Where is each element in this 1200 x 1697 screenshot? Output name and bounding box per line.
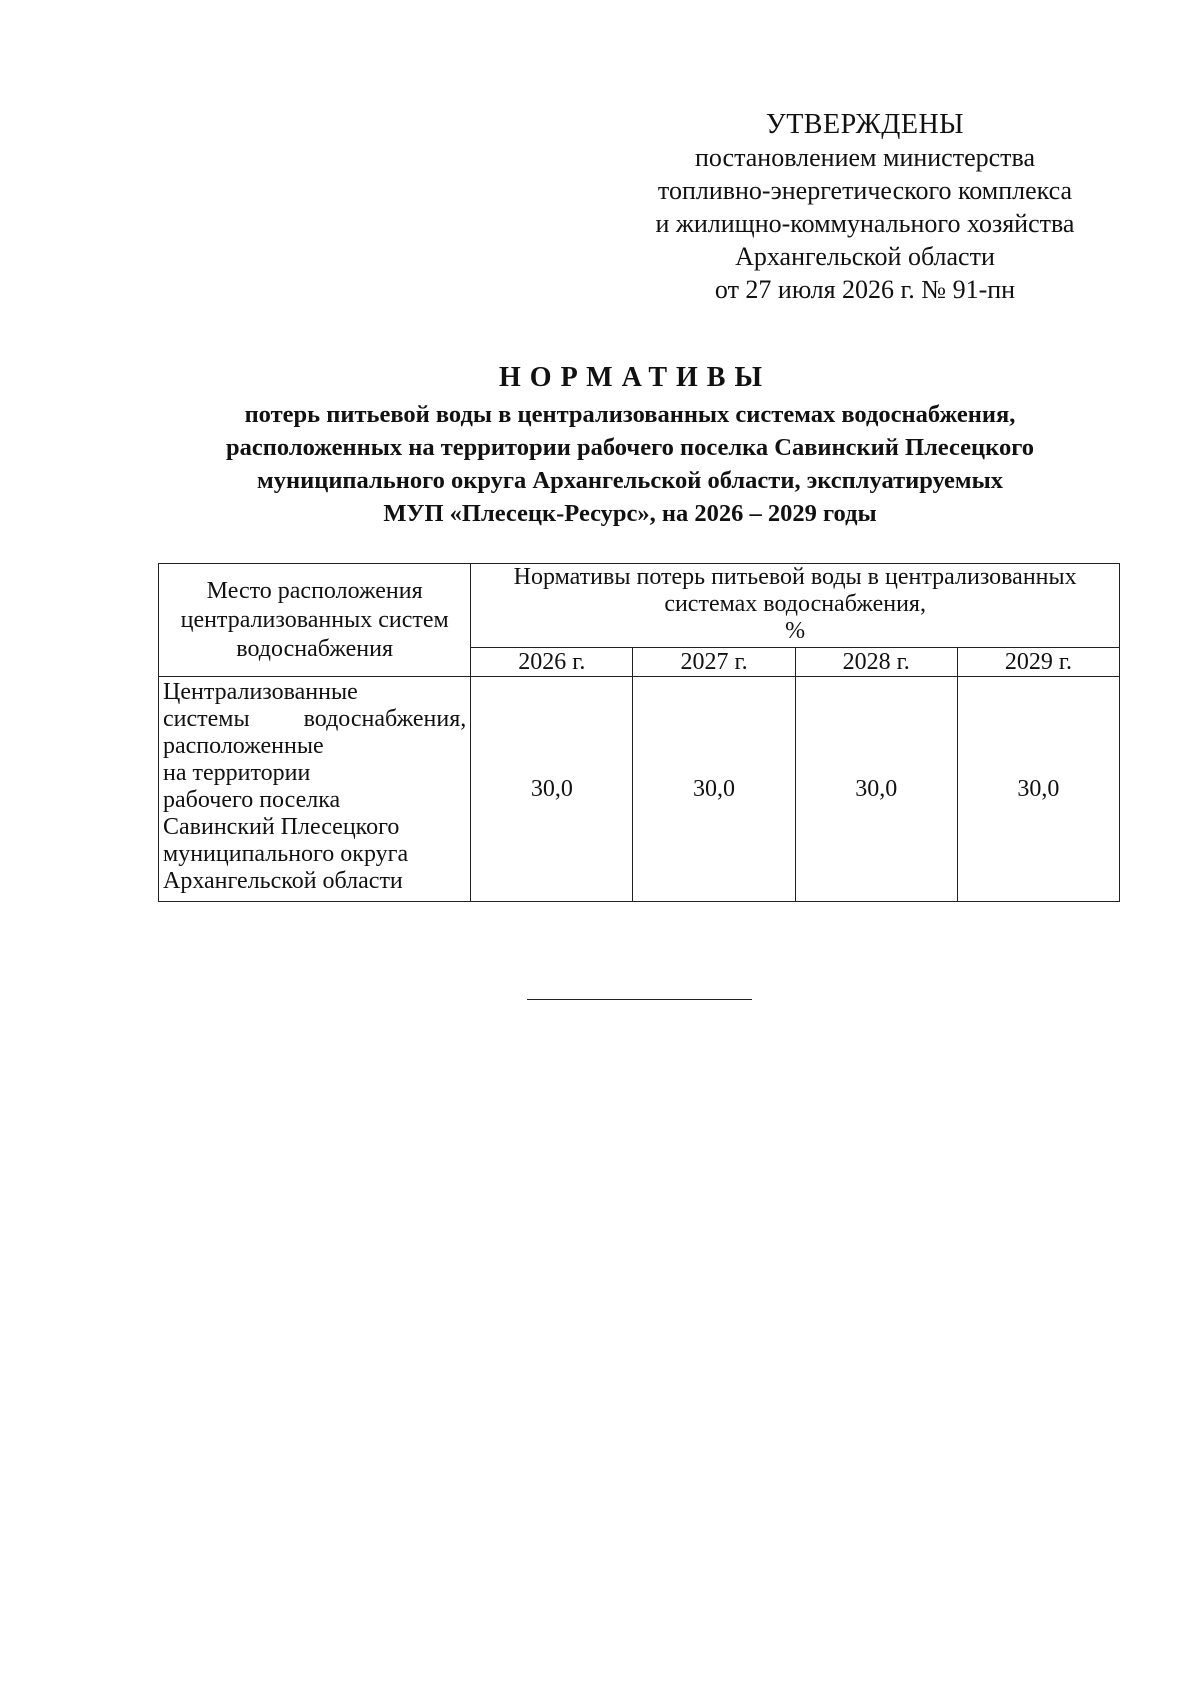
document-heading (140, 360, 1120, 530)
place-header-line: централизованных систем (180, 606, 449, 633)
approval-line: постановлением министерства (694, 143, 1036, 172)
norms-header-line: % (785, 618, 806, 644)
place-word: водоснабжения, (303, 706, 467, 732)
year-header-cell: 2026 г. (471, 647, 633, 676)
place-line: на территории (163, 760, 311, 786)
norms-header-cell (471, 564, 1120, 648)
end-rule (527, 999, 752, 1000)
place-cell (159, 677, 471, 902)
place-header-line: Место расположения (206, 577, 423, 604)
subtitle-line: расположенных на территории рабочего поселка Савинский Плесецкого (226, 434, 1034, 461)
place-line: Централизованные (163, 679, 358, 705)
place-line: муниципального округа (163, 841, 409, 867)
document-subtitle (140, 398, 1120, 530)
place-header-line: водоснабжения (236, 635, 393, 662)
place-word: системы (163, 706, 250, 732)
place-line: рабочего поселка (163, 787, 341, 813)
subtitle-line: потерь питьевой воды в централизованных системах водоснабжения, (244, 401, 1016, 428)
year-header-cell: 2029 г. (957, 647, 1119, 676)
subtitle-line: муниципального округа Архангельской области, эксплуатируемых (257, 467, 1003, 494)
approval-line: Архангельской области (735, 242, 995, 271)
subtitle-line: МУП «Плесецк-Ресурс», на 2026 – 2029 годы (383, 500, 877, 527)
value-cell: 30,0 (471, 677, 633, 902)
norms-table (158, 563, 1120, 902)
place-line-justified (163, 706, 466, 733)
place-line: Савинский Плесецкого (163, 814, 400, 840)
year-header-cell: 2027 г. (633, 647, 795, 676)
approval-line: от 27 июля 2026 г. № 91-пн (714, 275, 1016, 304)
approval-block (600, 108, 1130, 306)
value-cell: 30,0 (957, 677, 1119, 902)
table-header-row (159, 564, 1120, 648)
place-header-cell (159, 564, 471, 677)
place-line: расположенные (163, 733, 324, 759)
approval-line: и жилищно-коммунального хозяйства (655, 209, 1075, 238)
value-cell: 30,0 (795, 677, 957, 902)
table-row (159, 677, 1120, 902)
document-title: НОРМАТИВЫ (499, 362, 771, 393)
norms-header-line: системах водоснабжения, (664, 591, 926, 617)
approval-word: УТВЕРЖДЕНЫ (765, 109, 965, 140)
place-line: Архангельской области (163, 868, 403, 894)
norms-header-line: Нормативы потерь питьевой воды в централизованных (513, 564, 1077, 590)
value-cell: 30,0 (633, 677, 795, 902)
year-header-cell: 2028 г. (795, 647, 957, 676)
approval-line: топливно-энергетического комплекса (657, 176, 1073, 205)
